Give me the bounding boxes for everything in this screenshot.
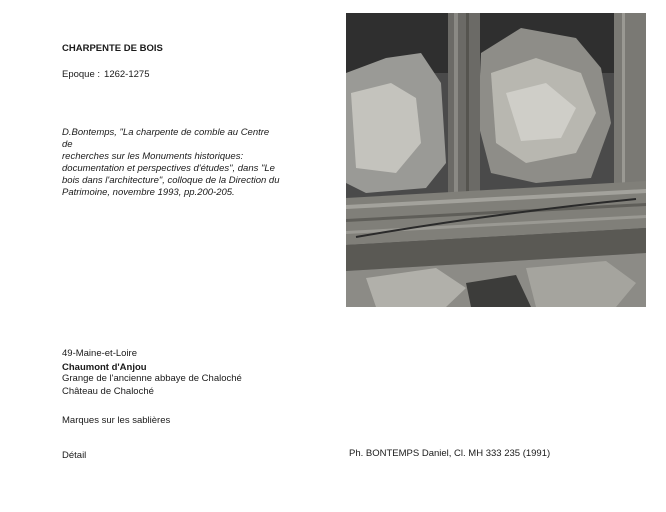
bibliography-line: recherches sur les Monuments historiques: xyxy=(62,151,244,162)
secondary-edifice: Château de Chaloché xyxy=(62,386,154,397)
edifice: Grange de l'ancienne abbaye de Chaloché xyxy=(62,373,242,384)
timber-frame-photo xyxy=(346,13,646,307)
bibliography-reference xyxy=(62,127,282,199)
subject: Marques sur les sablières xyxy=(62,415,171,426)
photo-credit: Ph. BONTEMPS Daniel, Cl. MH 333 235 (1991) xyxy=(349,448,551,459)
commune: Chaumont d'Anjou xyxy=(62,362,147,373)
epoque-value: 1262-1275 xyxy=(104,69,150,80)
view-type: Détail xyxy=(62,450,87,461)
document-title: CHARPENTE DE BOIS xyxy=(62,43,163,54)
department: 49-Maine-et-Loire xyxy=(62,348,137,359)
epoque-line xyxy=(62,69,149,81)
bibliography-line: D.Bontemps, "La charpente de comble au Centre de xyxy=(62,127,270,150)
bibliography-line: documentation et perspectives d'études", dans "Le xyxy=(62,163,275,174)
bibliography-line: bois dans l'architecture", colloque de la Direction du xyxy=(62,175,280,186)
bibliography-line: Patrimoine, novembre 1993, pp.200-205. xyxy=(62,187,235,198)
epoque-label: Epoque : xyxy=(62,69,101,80)
